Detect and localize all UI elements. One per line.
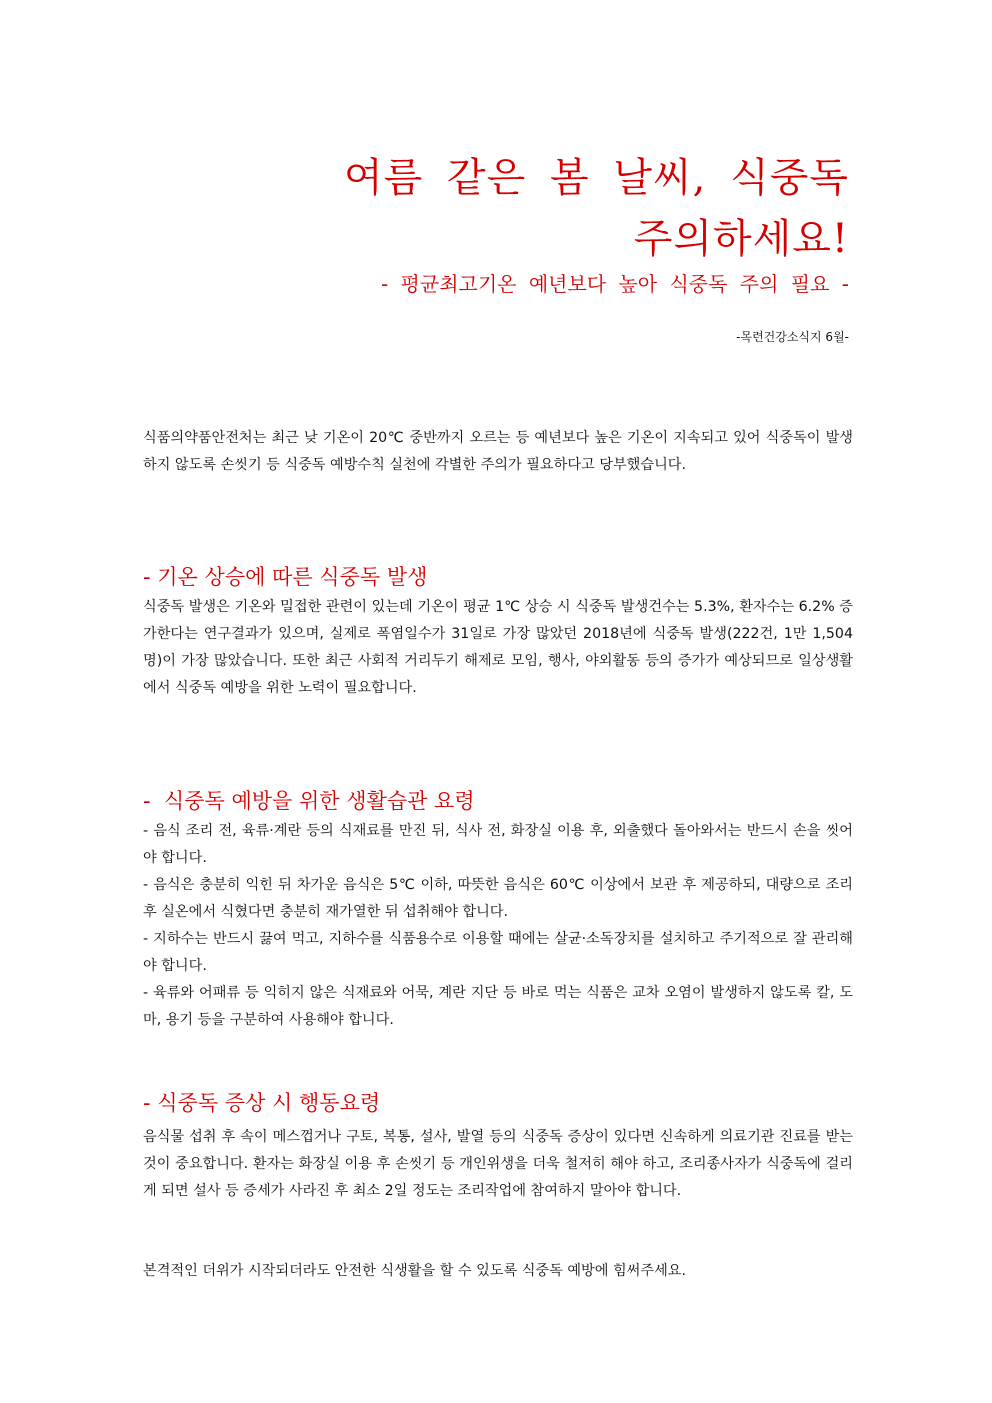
section-heading-temperature: - 기온 상승에 따른 식중독 발생 [143, 565, 428, 589]
intro-paragraph: 식품의약품안전처는 최근 낮 기온이 20℃ 중반까지 오르는 등 예년보다 높은 기온이 지속되고 있어 식중독이 발생하지 않도록 손씻기 등 식중독 예방수칙 실천에 각별한 주의가 필요하다고 당부했습니다. [143, 430, 853, 473]
prevention-item: - 육류와 어패류 등 익히지 않은 식재료와 어묵, 계란 지단 등 바로 먹는 식품은 교차 오염이 발생하지 않도록 칼, 도마, 용기 등을 구분하여 사용해야 합니다. [143, 985, 853, 1028]
section-body-temperature: 식중독 발생은 기온와 밀접한 관련이 있는데 기온이 평균 1℃ 상승 시 식중독 발생건수는 5.3%, 환자수는 6.2% 증가한다는 연구결과가 있으며, 실제로 폭염일수가 31일로 가장 많았던 2018년에 식중독 발생(222건, 1만 1,504명)이 가장 많았습니다. 또한 최근 사회적 거리두기 해제로 모임, 행사, 야외활동 등의 증가가 예상되므로 일상생활에서 식중독 예방을 위한 노력이 필요합니다. [143, 599, 853, 696]
prevention-item: - 음식은 충분히 익힌 뒤 차가운 음식은 5℃ 이하, 따뜻한 음식은 60℃ 이상에서 보관 후 제공하되, 대량으로 조리 후 실온에서 식혔다면 충분히 재가열한 뒤 섭취해야 합니다. [143, 877, 853, 920]
closing-paragraph: 본격적인 더위가 시작되더라도 안전한 식생활을 할 수 있도록 식중독 예방에 힘써주세요. [143, 1263, 686, 1279]
section-heading-symptoms: - 식중독 증상 시 행동요령 [143, 1091, 381, 1115]
title-line-2: 주의하세요! [633, 216, 849, 262]
prevention-list [143, 818, 853, 1034]
section-heading-prevention: - 식중독 예방을 위한 생활습관 요령 [143, 789, 475, 813]
title-line-1: 여름 같은 봄 날씨, 식중독 [344, 155, 849, 201]
page-subtitle: - 평균최고기온 예년보다 높아 식중독 주의 필요 - [380, 272, 849, 296]
prevention-item: - 음식 조리 전, 육류·계란 등의 식재료를 만진 뒤, 식사 전, 화장실 이용 후, 외출했다 돌아와서는 반드시 손을 씻어야 합니다. [143, 823, 853, 866]
prevention-item: - 지하수는 반드시 끓여 먹고, 지하수를 식품용수로 이용할 때에는 살균·소독장치를 설치하고 주기적으로 잘 관리해야 합니다. [143, 931, 853, 974]
page-title [129, 148, 849, 270]
section-body-symptoms: 음식물 섭취 후 속이 메스껍거나 구토, 복통, 설사, 발열 등의 식중독 증상이 있다면 신속하게 의료기관 진료를 받는 것이 중요합니다. 환자는 화장실 이용 후 손씻기 등 개인위생을 더욱 철저히 해야 하고, 조리종사자가 식중독에 걸리게 되면 설사 등 증세가 사라진 후 최소 2일 정도는 조리작업에 참여하지 말아야 합니다. [143, 1129, 853, 1199]
source-note: -목련건강소식지 6월- [736, 330, 849, 344]
